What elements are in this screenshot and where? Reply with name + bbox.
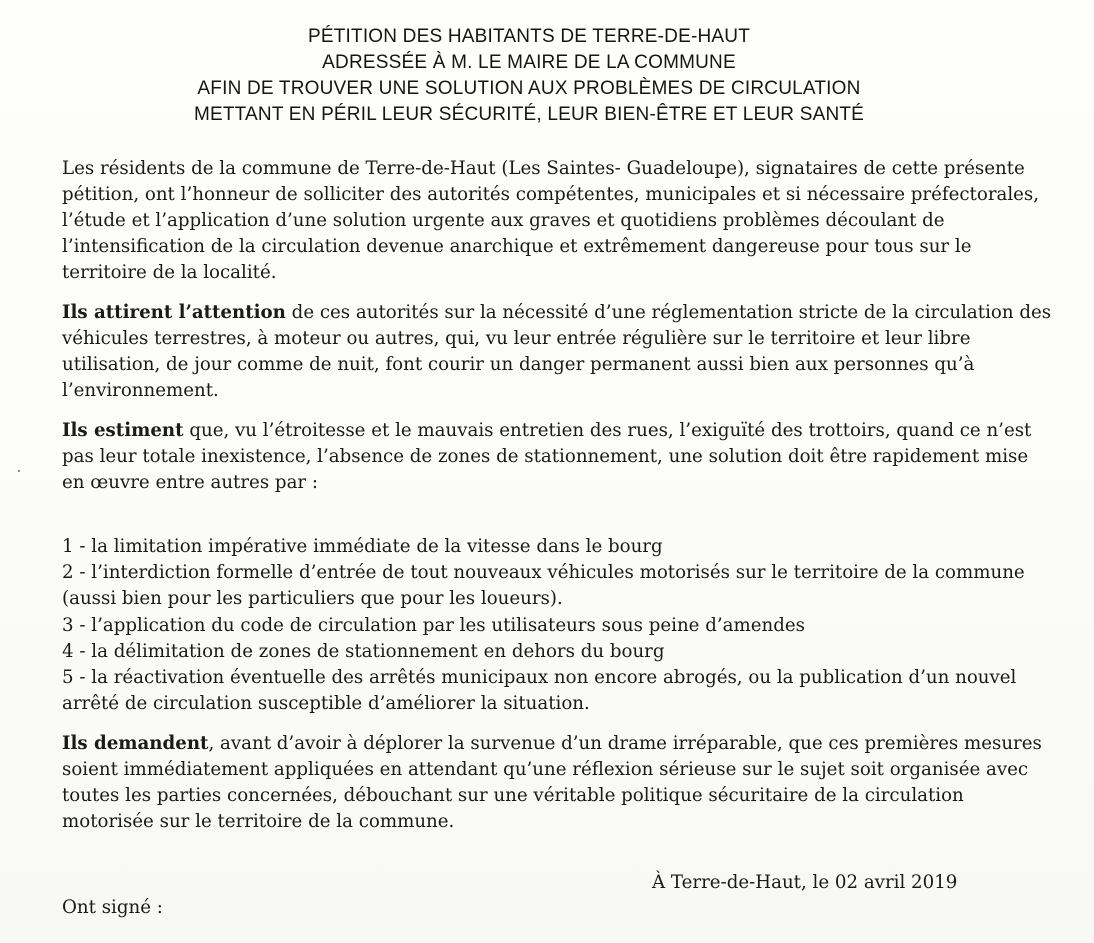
measure-item-1: 1 - la limitation impérative immédiate de la vitesse dans le bourg (62, 536, 663, 557)
attention-lead: Ils attirent l’attention (62, 302, 286, 323)
title-line-4: METTANT EN PÉRIL LEUR SÉCURITÉ, LEUR BIEN-ÊTRE ET LEUR SANTÉ (193, 104, 865, 125)
measure-item-2: 2 - l’interdiction formelle d’entrée de tout nouveaux véhicules motorisés sur le territoire de la commune (aussi bien pour les particuliers que pour les loueurs). (62, 562, 1025, 610)
scan-speck (18, 470, 20, 472)
estiment-lead: Ils estiment (62, 420, 184, 441)
measures-list (62, 534, 1052, 717)
estiment-text: que, vu l’étroitesse et le mauvais entretien des rues, l’exiguïté des trottoirs, quand ce n’est pas leur totale inexistence, l’absence de zones de stationnement, une solution doit être rapidement mise en œuvre entre autres par : (62, 420, 1032, 493)
attention-text: de ces autorités sur la nécessité d’une réglementation stricte de la circulation des véhicules terrestres, à moteur ou autres, qui, vu leur entrée régulière sur le territoire et leur libre utilisation, de jour comme de nuit, font courir un danger permanent aussi bien aux personnes qu’à l’environnement. (62, 302, 1052, 401)
petition-title (29, 24, 1029, 128)
demandent-paragraph (62, 731, 1052, 835)
demandent-text: , avant d’avoir à déplorer la survenue d’un drame irréparable, que ces premières mesures soient immédiatement appliquées en attendant qu’une réflexion sérieuse sur le sujet soit organisée avec toutes les parties concernées, débouchant sur une véritable politique sécuritaire de la circulation motorisée sur le territoire de la commune. (62, 733, 1042, 833)
demandent-lead: Ils demandent (62, 733, 209, 755)
title-line-3: AFIN DE TROUVER UNE SOLUTION AUX PROBLÈMES DE CIRCULATION (197, 78, 861, 99)
measure-item-3: 3 - l’application du code de circulation par les utilisateurs sous peine d’amendes (62, 614, 805, 636)
place-and-date: À Terre-de-Haut, le 02 avril 2019 (652, 872, 958, 893)
intro-paragraph: Les résidents de la commune de Terre-de-Haut (Les Saintes- Guadeloupe), signataires de cette présente pétition, ont l’honneur de solliciter des autorités compétentes, municipales et si nécessaire préfectorales, l’étude et l’application d’une solution urgente aux graves et quotidiens problèmes découlant de l’intensification de la circulation devenue anarchique et extrêmement dangereuse pour tous sur le territoire de la localité. (62, 158, 1040, 283)
signatories-label: Ont signé : (62, 897, 163, 918)
measure-item-5: 5 - la réactivation éventuelle des arrêtés municipaux non encore abrogés, ou la publication d’un nouvel arrêté de circulation susceptible d’améliorer la situation. (62, 667, 1017, 715)
estiment-paragraph (62, 418, 1052, 496)
attention-paragraph (62, 300, 1052, 404)
title-line-1: PÉTITION DES HABITANTS DE TERRE-DE-HAUT (307, 26, 751, 47)
measure-item-4: 4 - la délimitation de zones de stationnement en dehors du bourg (62, 640, 665, 662)
title-line-2: ADRESSÉE À M. LE MAIRE DE LA COMMUNE (322, 52, 736, 73)
